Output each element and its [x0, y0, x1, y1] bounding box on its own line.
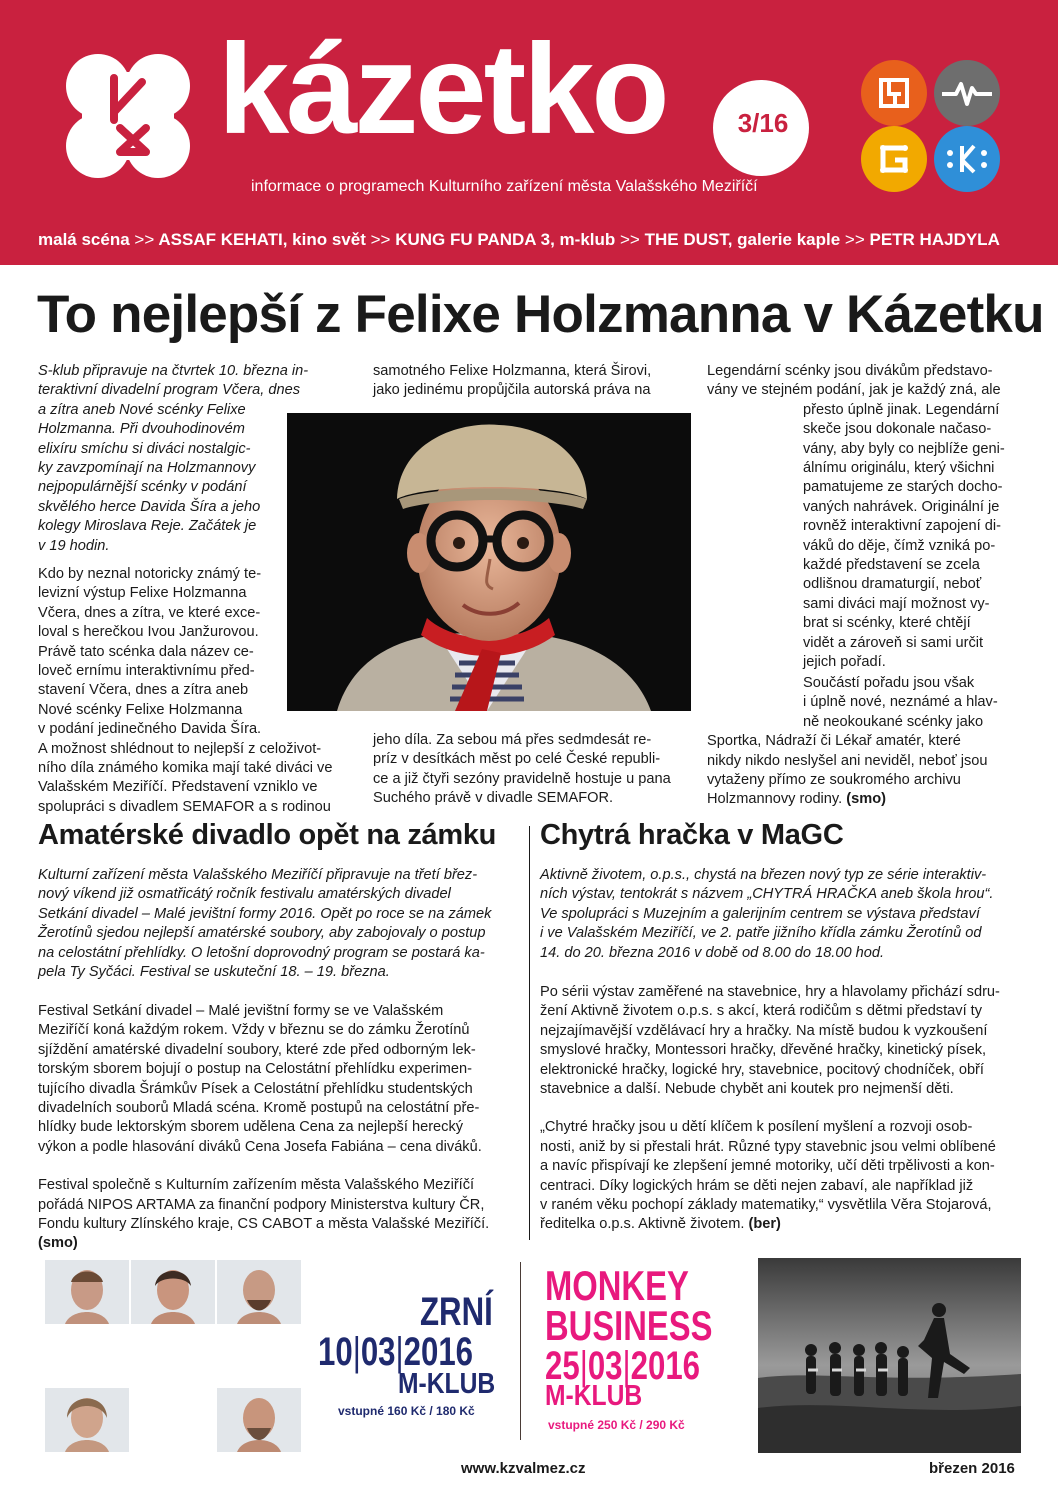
holzmann-actor-photo: [287, 413, 691, 711]
monkey-business-venue: M-KLUB: [545, 1380, 643, 1412]
strap-separator: >>: [620, 230, 640, 249]
strap-item[interactable]: ASSAF KEHATI, kino svět: [158, 230, 366, 249]
article2-body: Festival Setkání divadel – Malé jevištní formy se ve Valašském Meziříčí koná každým rokem. Vždy v březnu se do zámku Žerotínů sjíždění amatérské divadelní soubory, které zde před odborným lek- torským sborem bojují o postup na Celostátní přehlídku experimen- tujícího divadla Šrámkův Písek a Celostátní přehlídku studentských divadelních souborů Mladá scéna. Kromě postupů na celostátní pře- hlídky bude lektorským sborem udělena Cena za nejlepší herecký výkon a podle hlasování diváků Cena Josefa Fabiána – cena diváků. Festival společně s Kulturním zařízením města Valašského Meziříčí pořádá NIPOS ARTAMA za finanční podpory Ministerstva kultury ČR, Fondu kultury Zlínského kraje, CS CABOT a města Valašské Meziříčí. (smo): [38, 1003, 490, 1252]
band-member-photo: [217, 1388, 301, 1452]
article-signature: (smo): [38, 1235, 78, 1252]
strap-separator: >>: [370, 230, 391, 249]
article2-title: Amatérské divadlo opět na zámku: [38, 819, 497, 851]
cross-icon: [153, 1388, 193, 1452]
strap-item[interactable]: KUNG FU PANDA 3, m-klub: [395, 230, 616, 249]
strap-separator: >>: [134, 230, 155, 249]
monkey-business-title-2[interactable]: BUSINESS: [545, 1302, 713, 1349]
tagline: informace o programech Kulturního zařízení města Valašského Meziříčí: [251, 178, 758, 195]
zrni-ad-price: vstupné 160 Kč / 180 Kč: [338, 1404, 475, 1418]
main-body-col2-bottom: jeho díla. Za sebou má přes sedmdesát re- príz v desítkách měst po celé České republi- ce a již čtyři sezóny pravidelně hostuje u pana Suchého právě v divadle SEMAFOR.: [373, 732, 671, 807]
strap-item[interactable]: malá scéna: [38, 230, 130, 249]
strap-item[interactable]: PETR HAJDYLA: [869, 230, 1000, 249]
band-member-photo: [217, 1260, 301, 1324]
masthead: [0, 0, 1058, 265]
program-strapline: [38, 230, 1000, 250]
band-member-photo: [45, 1260, 129, 1324]
monkey-business-title-1[interactable]: MONKEY: [545, 1262, 689, 1309]
article2-lead: Kulturní zařízení města Valašského Meziříčí připravuje na třetí břez- nový víkend již osmatřicátý ročník festivalu amatérských divadel Setkání divadel – Malé jevištní formy 2016. Opět po roce se na zámek Žerotínů sjedou nejlepší amatérské soubory, aby zabojovaly o postup na celostátní přehlídky. O letošní doprovodný program se postará ka- pela Ty Syčáci. Festival se uskuteční 18. – 19. března.: [38, 867, 492, 981]
monkey-business-date[interactable]: 25|03|2016: [545, 1344, 701, 1388]
zrni-band-photos: [37, 1258, 300, 1453]
kazetko-logo-icon: [62, 52, 194, 180]
main-body-col1: Kdo by neznal notoricky známý te- levizní výstup Felixe Holzmanna Včera, dnes a zítra, ve které exce- loval s herečkou Ivou Janžurovou. Právě tato scénka dala název ce- loveč ernímu interaktivnímu před- stavení Včera, dnes a zítra aneb Nové scénky Felixe Holzmanna v podání jedinečného Davida Šíra. A možnost shlédnout to nejlepší z celoživot- ního díla známého komika mají také diváci ve Valašském Meziříčí. Představení vzniklo ve spolupráci s divadlem SEMAFOR a s rodinou: [38, 566, 333, 815]
article3-title: Chytrá hračka v MaGC: [540, 819, 844, 851]
band-member-photo: [131, 1260, 215, 1324]
strap-item[interactable]: THE DUST, galerie kaple: [644, 230, 841, 249]
monkey-business-price: vstupné 250 Kč / 290 Kč: [548, 1418, 685, 1432]
footer-date: březen 2016: [929, 1460, 1015, 1477]
ad-divider: [520, 1262, 521, 1440]
zrni-ad-venue: M-KLUB: [398, 1368, 496, 1400]
article3-body: Po sérii výstav zaměřené na stavebnice, hry a hlavolamy přichází sdru- žení Aktivně životem o.p.s. s akcí, která rodičům s dětmi představí ty nejzajímavější vzdělávací hry a hračky. Na místě budou k vyzkoušení smyslové hračky, Montessori hračky, dřevěné hračky, kinetický písek, elektronické hračky, logické hry, stavebnice, pocitový chodníček, obří stavebnice a další. Nebude chybět ani koutek pro nejmenší děti. „Chytré hračky jsou u dětí klíčem k posílení myšlení a rozvoji osob- nosti, aniž by si přestali hrát. Různé typy stavebnic jsou velmi oblíbené a navíc přispívají ke zlepšení jemné motoriky, učí děti trpělivosti a kon- centraci. Díky logických hrám se děti nejen zabaví, ale například již v raném věku pochopí základy matematiky,“ vysvětlila Věra Stojarová, ředitelka o.p.s. Aktivně životem. (ber): [540, 984, 1000, 1233]
main-headline: To nejlepší z Felixe Holzmanna v Kázetku: [37, 285, 1044, 344]
k-club-icon[interactable]: [934, 126, 1000, 192]
column-divider: [529, 826, 530, 1240]
monkey-business-band-photo: [758, 1258, 1021, 1453]
main-body-col3-b: Součástí pořadu jsou však i úplně nové, neznámé a hlav- ně neokoukané scénky jako Sportka, Nádraží či Lékař amatér, které nikdy nikdo neslyšel ani neviděl, neboť jsou vytaženy přímo ze soukromého archivu Holzmannovy rodiny. (smo): [707, 675, 998, 808]
strap-separator: >>: [844, 230, 865, 249]
band-member-photo: [45, 1388, 129, 1452]
brand-title: kázetko: [218, 18, 667, 161]
main-body-col3: Legendární scénky jsou divákům představo- vány ve stejném podání, jak je každý zná, ale přesto úplně jinak. Legendární skeče jsou dokonale načaso- vány, aby byly co nejblíže geni- álnímu originálu, který všichni pamatujeme ze starých docho- vaných nahrávek. Originální je rovněž interaktivní zapojení di- váků do děje, čímž vzniká po- každé představení se zcela odlišnou dramaturgií, neboť sami diváci mají možnost vy- brat si scénky, které chtějí vidět a zároveň si sami určit jejich pořadí.: [707, 363, 1005, 671]
article-signature: (ber): [748, 1216, 781, 1233]
gallery-icon[interactable]: [861, 126, 927, 192]
footer-url[interactable]: www.kzvalmez.cz: [461, 1460, 586, 1477]
zrni-ad-title[interactable]: ZRNÍ: [420, 1290, 493, 1334]
article3-lead: Aktivně životem, o.p.s., chystá na březen nový typ ze série interaktiv- ních výstav, tentokrát s názvem „CHYTRÁ HRAČKA aneb škola hrou“. Ve spolupráci s Muzejním a galerijním centrem se výstava představí i ve Valašském Meziříčí, ve 2. patře jižního křídla zámku Žerotínů od 14. do 20. března 2016 v době od 8.00 do 18.00 hod.: [540, 867, 994, 961]
issue-number: 3/16: [737, 108, 789, 138]
pulse-icon[interactable]: [934, 60, 1000, 126]
article-signature: (smo): [846, 791, 886, 808]
main-body-col2-top: samotného Felixe Holzmanna, která Širovi, jako jedinému propůjčila autorská práva na: [373, 363, 652, 399]
main-lead-col1: S-klub připravuje na čtvrtek 10. března in- teraktivní divadelní program Včera, dnes a zítra aneb Nové scénky Felixe Holzmanna. Při dvouhodinovém elixíru smíchu si diváci nostalgic- ky zavzpomínají na Holzmannovy nejpopulárnější scénky v podání skvělého herce Davida Šíra a jeho kolegy Miroslava Reje. Začátek je v 19 hodin.: [38, 363, 309, 554]
zrni-ad-date[interactable]: 10|03|2016: [318, 1330, 474, 1374]
film-icon[interactable]: [861, 60, 927, 126]
